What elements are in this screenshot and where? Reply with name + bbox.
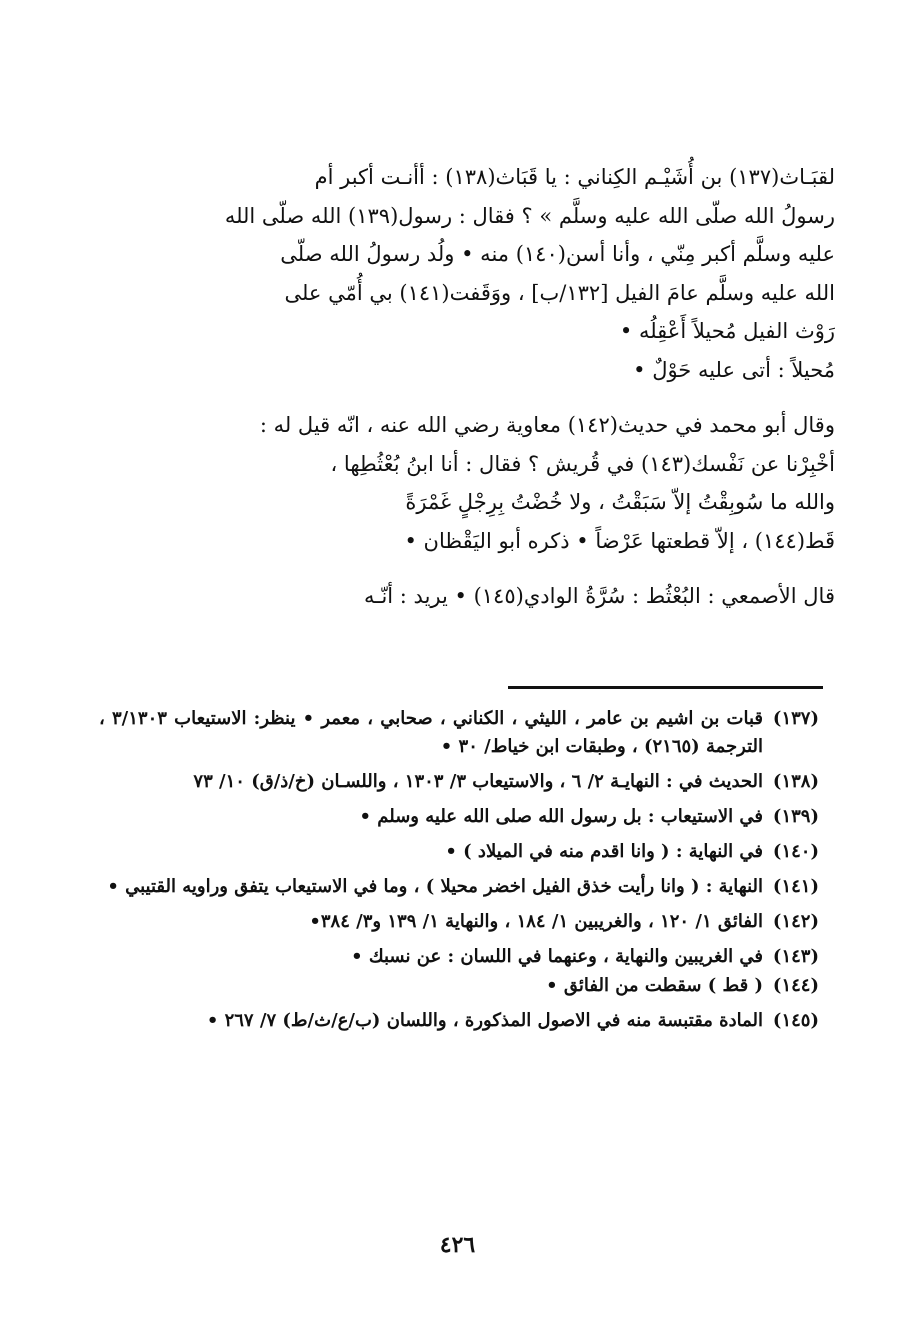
footnote-number: (١٤٠) — [772, 841, 819, 862]
footnote-number: (١٤٣) — [772, 946, 819, 967]
footnote-separator — [508, 686, 823, 689]
footnote-text: الفائق ١/ ١٢٠ ، والغريبين ١/ ١٨٤ ، والنهاية ١/ ١٣٩ و٣/ ٣٨٤• — [309, 911, 763, 932]
footnote-139 — [99, 803, 819, 831]
footnote-number: (١٣٨) — [772, 771, 819, 792]
footnote-145 — [99, 1007, 819, 1035]
text-line: والله ما سُوبِقْتُ إلاّ سَبَقْتُ ، ولا خُضْتُ بِرِجْلٍ غَمْرَةً — [405, 490, 835, 514]
text-line: أخْبِرْنا عن نَفْسك(١٤٣) في قُريش ؟ فقال : أنا ابنُ بُعْثُطِها ، — [330, 451, 835, 476]
footnote-number: (١٤١) — [772, 876, 819, 897]
footnote-number: (١٣٧) — [772, 708, 819, 729]
footnote-138 — [99, 768, 819, 796]
footnote-number: (١٤٤) — [772, 975, 819, 996]
main-text — [95, 158, 835, 616]
text-line: قال الأصمعي : البُعْثُط : سُرَّةُ الوادي(١٤٥) • يريد : أنّـه — [364, 584, 835, 608]
footnote-137 — [99, 705, 819, 761]
paragraph-1 — [95, 158, 835, 389]
footnote-142 — [99, 908, 819, 936]
paragraph-2 — [95, 406, 835, 560]
footnotes — [99, 705, 819, 1042]
footnote-text: في الغريبين والنهاية ، وعنهما في اللسان : عن نسبك • — [351, 946, 763, 967]
footnote-text: النهاية : ( وانا رأيت خذق الفيل اخضر محيلا ) ، وما في الاستيعاب يتفق وراويه القتيبي • — [107, 876, 763, 897]
text-line: رَوْث الفيل مُحيلاً أَعْقِلُه • — [619, 319, 835, 343]
page-number: ٤٢٦ — [439, 1232, 476, 1258]
text-line: عليه وسلَّم أكبر مِنّي ، وأنا أسن(١٤٠) منه • ولُد رسولُ الله صلّى — [280, 242, 835, 266]
footnote-141 — [99, 873, 819, 901]
footnote-text: ( قط ) سقطت من الفائق • — [546, 975, 763, 996]
footnote-140 — [99, 838, 819, 866]
footnote-number: (١٤٢) — [772, 911, 819, 932]
text-line: لقبَـاث(١٣٧) بن أُشَيْـم الكِناني : يا قَبَاث(١٣٨) : أأنـت أكبر أم — [314, 165, 835, 189]
footnote-text: المادة مقتبسة منه في الاصول المذكورة ، واللسان (ب/ع/ث/ط) ٧/ ٢٦٧ • — [206, 1010, 763, 1031]
text-line: قَط(١٤٤) ، إلاّ قطعتها عَرْضاً • ذكره أبو اليَقْظان • — [404, 528, 835, 553]
paragraph-3 — [95, 577, 835, 616]
footnote-text: في النهاية : ( وانا اقدم منه في الميلاد ) • — [445, 841, 763, 862]
footnote-text: الحديث في : النهايـة ٢/ ٦ ، والاستيعاب ٣/ ١٣٠٣ ، واللسـان (خ/ذ/ق) ١٠/ ٧٣ — [193, 771, 763, 792]
footnote-143 — [99, 943, 819, 971]
text-line: مُحيلاً : أتى عليه حَوْلٌ • — [633, 357, 835, 382]
footnote-number: (١٤٥) — [772, 1010, 819, 1031]
footnote-number: (١٣٩) — [772, 806, 819, 827]
text-line: وقال أبو محمد في حديث(١٤٢) معاوية رضي الله عنه ، انّه قيل له : — [259, 413, 835, 437]
footnote-144 — [99, 972, 819, 1000]
footnote-text: في الاستيعاب : بل رسول الله صلى الله عليه وسلم • — [359, 806, 763, 827]
text-line: رسولُ الله صلّى الله عليه وسلَّم » ؟ فقال : رسول(١٣٩) الله صلّى الله — [224, 203, 835, 228]
text-line: الله عليه وسلَّم عامَ الفيل [١٣٢/ب] ، ووَقَفت(١٤١) بي أُمّي على — [284, 280, 835, 305]
footnote-text: قبات بن اشيم بن عامر ، الليثي ، الكناني ، صحابي ، معمر • ينظر: الاستيعاب ٣/١٣٠٣ ، الترجمة (٢١٦٥) ، وطبقات ابن خياط/ ٣٠ • — [99, 708, 763, 757]
